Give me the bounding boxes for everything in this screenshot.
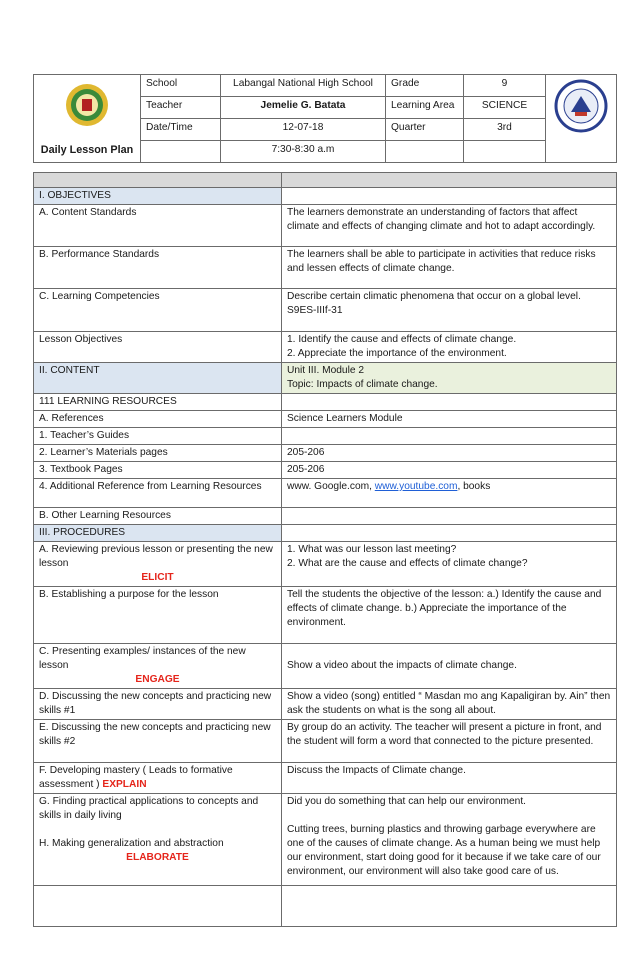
table-header-cell (282, 173, 617, 188)
topic-text: Topic: Impacts of climate change. (287, 379, 438, 390)
learning-area-label: Learning Area (386, 97, 464, 119)
date-label: Date/Time (141, 119, 221, 141)
empty-cell (141, 141, 221, 163)
grade-value: 9 (464, 75, 546, 97)
content-standards-value: The learners demonstrate an understanding of factors that affect climate and effects of changing climate and hot to adapt accordingly. (282, 205, 617, 247)
content-heading: II. CONTENT (34, 363, 282, 394)
content-value (282, 363, 617, 394)
references-label: A. References (34, 411, 282, 428)
performance-standards-value: The learners shall be able to participate in activities that reduce risks and lessen effects of climate change. (282, 247, 617, 289)
competencies-label: C. Learning Competencies (34, 289, 282, 332)
learning-area-value: SCIENCE (464, 97, 546, 119)
teacher-label: Teacher (141, 97, 221, 119)
unit-text: Unit III. Module 2 (287, 365, 365, 376)
competencies-value (282, 289, 617, 332)
textbook-pages-value: 205-206 (282, 462, 617, 479)
empty-cell (34, 886, 282, 927)
procedure-b-label: B. Establishing a purpose for the lesson (34, 587, 282, 644)
lesson-objectives-value (282, 332, 617, 363)
header-table (33, 74, 617, 163)
procedure-g-value: Did you do something that can help our environment. (287, 796, 526, 807)
empty-cell (282, 188, 617, 205)
procedure-h-text: H. Making generalization and abstraction (39, 838, 224, 849)
procedure-gh-value (282, 794, 617, 886)
content-standards-label: A. Content Standards (34, 205, 282, 247)
competency-code: S9ES-IIIf-31 (287, 305, 343, 316)
school-logo-icon (57, 83, 117, 127)
procedure-c-value: Show a video about the impacts of climate change. (282, 644, 617, 689)
date-value: 12-07-18 (221, 119, 386, 141)
learners-materials-label: 2. Learner’s Materials pages (34, 445, 282, 462)
procedure-f-text: F. Developing mastery ( Leads to formative assessment ) (39, 765, 233, 790)
quarter-label: Quarter (386, 119, 464, 141)
objective-1: 1. Identify the cause and effects of climate change. (287, 334, 517, 345)
empty-cell (282, 886, 617, 927)
objectives-heading: I. OBJECTIVES (34, 188, 282, 205)
procedure-f-label (34, 763, 282, 794)
procedure-c-text: C. Presenting examples/ instances of the new lesson (39, 646, 246, 671)
explain-tag: EXPLAIN (102, 779, 147, 790)
school-logo-cell (34, 75, 141, 141)
performance-standards-label: B. Performance Standards (34, 247, 282, 289)
procedure-gh-label (34, 794, 282, 886)
deped-seal-cell (546, 75, 617, 163)
empty-cell (282, 428, 617, 445)
quarter-value: 3rd (464, 119, 546, 141)
references-value: Science Learners Module (282, 411, 617, 428)
time-value: 7:30-8:30 a.m (221, 141, 386, 163)
procedure-d-value: Show a video (song) entitled “ Masdan mo ang Kapaligiran by. Ain” then ask the students on what is the song all about. (282, 689, 617, 720)
procedure-c-label (34, 644, 282, 689)
procedure-d-label: D. Discussing the new concepts and practicing new skills #1 (34, 689, 282, 720)
empty-cell (282, 394, 617, 411)
textbook-pages-label: 3. Textbook Pages (34, 462, 282, 479)
question-2: 2. What are the cause and effects of climate change? (287, 558, 528, 569)
resources-heading: 111 LEARNING RESOURCES (34, 394, 282, 411)
grade-label: Grade (386, 75, 464, 97)
elicit-tag: ELICIT (141, 572, 174, 583)
school-label: School (141, 75, 221, 97)
additional-reference-label: 4. Additional Reference from Learning Resources (34, 479, 282, 508)
reference-text-end: , books (457, 481, 491, 492)
question-1: 1. What was our lesson last meeting? (287, 544, 457, 555)
procedure-e-value: By group do an activity. The teacher will present a picture in front, and the student will form a word that connected to the picture presented. (282, 720, 617, 763)
competency-text: Describe certain climatic phenomena that occur on a global level. (287, 291, 581, 302)
procedure-g-text: G. Finding practical applications to concepts and skills in daily living (39, 796, 259, 821)
procedure-b-value: Tell the students the objective of the lesson: a.) Identify the cause and effects of climate change. b.) Appreciate the importance of the environment. (282, 587, 617, 644)
reference-text: www. Google.com, (287, 481, 375, 492)
procedure-e-label: E. Discussing the new concepts and practicing new skills #2 (34, 720, 282, 763)
deped-seal-icon (553, 78, 609, 134)
empty-cell (464, 141, 546, 163)
engage-tag: ENGAGE (135, 674, 180, 685)
lesson-table (33, 172, 617, 927)
teachers-guides-label: 1. Teacher’s Guides (34, 428, 282, 445)
procedure-f-value: Discuss the Impacts of Climate change. (282, 763, 617, 794)
teacher-value: Jemelie G. Batata (221, 97, 386, 119)
learners-materials-value: 205-206 (282, 445, 617, 462)
document-title: Daily Lesson Plan (34, 141, 141, 163)
school-value: Labangal National High School (221, 75, 386, 97)
additional-reference-value (282, 479, 617, 508)
empty-cell (386, 141, 464, 163)
lesson-objectives-label: Lesson Objectives (34, 332, 282, 363)
procedures-heading: III. PROCEDURES (34, 525, 282, 542)
empty-cell (282, 508, 617, 525)
other-resources-label: B. Other Learning Resources (34, 508, 282, 525)
procedure-a-label (34, 542, 282, 587)
procedure-a-text: A. Reviewing previous lesson or presenting the new lesson (39, 544, 273, 569)
objective-2: 2. Appreciate the importance of the environment. (287, 348, 507, 359)
procedure-h-value: Cutting trees, burning plastics and throwing garbage everywhere are one of the causes of climate change. As a human being we must help our environment, start doing good for it because if we take care of our environment, our environment will also take good care of us. (287, 824, 601, 877)
table-header-cell (34, 173, 282, 188)
empty-cell (282, 525, 617, 542)
procedure-a-value (282, 542, 617, 587)
youtube-link[interactable]: www.youtube.com (374, 481, 458, 492)
elaborate-tag: ELABORATE (126, 852, 189, 863)
